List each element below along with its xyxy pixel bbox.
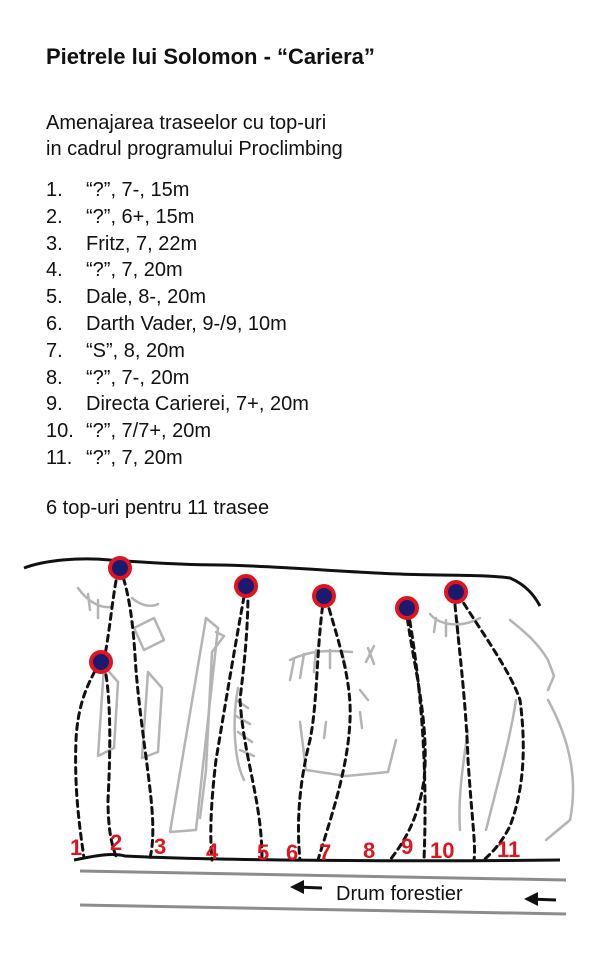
route-description: “S”, 8, 20m (86, 339, 185, 362)
rock-overhang (78, 588, 158, 618)
route-label: 6 (286, 840, 299, 865)
route-lines (76, 568, 524, 860)
route-label: 1 (70, 835, 83, 860)
anchor-icon (234, 574, 258, 598)
anchor-icon (444, 580, 468, 604)
anchor-icon (89, 650, 113, 674)
page-title: Pietrele lui Solomon - “Cariera” (46, 44, 375, 69)
route-label: 3 (154, 834, 167, 859)
rock-flake (170, 618, 218, 832)
rock-crack (510, 620, 554, 690)
route-labels (70, 830, 520, 865)
route-item (46, 365, 309, 392)
rock-flake (200, 632, 224, 818)
route-description: “?”, 7, 20m (86, 259, 183, 282)
route-description: Darth Vader, 9-/9, 10m (86, 312, 287, 335)
route-label: 10 (430, 838, 455, 863)
anchor-icon (395, 596, 419, 620)
forest-road (80, 871, 566, 914)
route-number: 11. (46, 446, 73, 469)
route-description: “?”, 7/7+, 20m (86, 420, 212, 443)
route-description: “?”, 7-, 15m (86, 179, 190, 201)
route-description: “?”, 6+, 15m (86, 205, 195, 228)
route-number: 2. (46, 205, 63, 228)
route-item (46, 445, 309, 472)
rock-crack (546, 700, 573, 840)
route-line-1 (76, 662, 100, 858)
anchor-icon (312, 584, 336, 608)
rock-crack (486, 700, 516, 830)
route-label: 2 (110, 830, 123, 855)
route-line-9 (408, 610, 425, 860)
intro-line: in cadrul programului Proclimbing (46, 138, 343, 160)
route-description: Dale, 8-, 20m (86, 286, 207, 309)
route-item (46, 418, 309, 445)
route-item (46, 284, 309, 311)
route-description: Fritz, 7, 22m (86, 232, 198, 255)
intro-text (46, 110, 343, 162)
route-label: 7 (319, 840, 332, 865)
road-label: Drum forestier (336, 883, 463, 905)
route-number: 9. (46, 393, 63, 416)
intro-line: Amenajarea traseelor cu top-uri (46, 112, 327, 134)
rock-marks (360, 646, 374, 700)
route-item (46, 257, 309, 284)
summary-text: 6 top-uri pentru 11 trasee (46, 497, 270, 519)
route-item (46, 338, 309, 365)
rock-flake (134, 618, 164, 650)
route-label: 9 (401, 834, 414, 859)
road-edge (80, 905, 566, 914)
route-line-5 (240, 590, 262, 860)
route-label: 4 (206, 839, 219, 864)
rock-crack (459, 730, 468, 830)
route-item (46, 231, 309, 258)
arrow-left-icon (290, 880, 322, 894)
route-line-2b (104, 570, 118, 660)
route-item (46, 391, 309, 418)
route-line-8 (390, 608, 425, 860)
route-line-2 (104, 664, 116, 856)
route-label: 5 (257, 840, 270, 865)
crag-topo-diagram (0, 540, 611, 960)
route-number: 8. (46, 366, 63, 389)
route-number: 3. (46, 232, 63, 255)
route-number: 1. (46, 179, 63, 201)
route-number: 10. (46, 420, 74, 443)
road-edge (80, 871, 566, 880)
arrow-left-icon (524, 892, 556, 906)
route-number: 7. (46, 339, 63, 362)
route-description: “?”, 7-, 20m (86, 366, 190, 389)
anchor-icon (108, 556, 132, 580)
route-item (46, 311, 309, 338)
route-description: “?”, 7, 20m (86, 446, 183, 469)
route-number: 6. (46, 312, 63, 335)
route-number: 5. (46, 286, 63, 309)
route-label: 11 (497, 837, 521, 862)
route-line-6 (298, 596, 324, 860)
route-line-10 (454, 594, 475, 860)
route-description: Directa Carierei, 7+, 20m (86, 393, 309, 416)
route-number: 4. (46, 259, 63, 282)
route-label: 8 (363, 838, 376, 863)
route-line-3 (120, 568, 153, 858)
route-item (46, 204, 309, 231)
route-item (46, 177, 309, 204)
route-list (46, 177, 309, 472)
route-line-7 (318, 598, 350, 860)
